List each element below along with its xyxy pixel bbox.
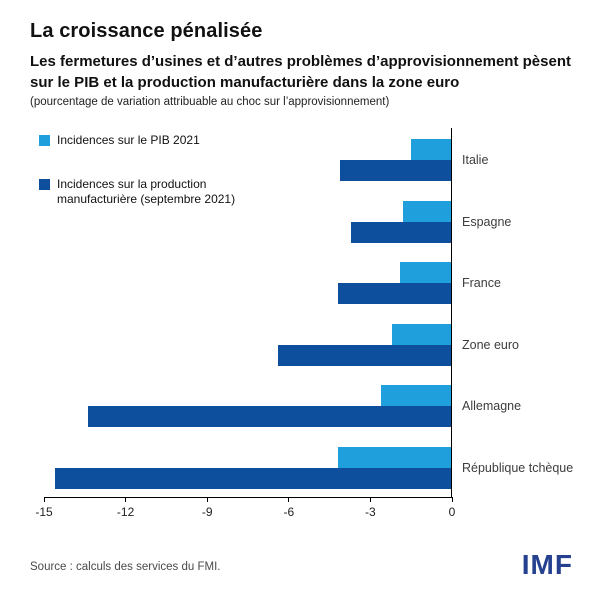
zero-axis-line — [451, 128, 452, 497]
x-axis-tick-label: -12 — [116, 505, 135, 519]
bar-production-5 — [55, 468, 452, 489]
x-axis-tick-label: -15 — [35, 505, 53, 519]
bar-production-0 — [340, 160, 452, 181]
legend-label: Incidences sur le PIB 2021 — [57, 133, 200, 147]
x-axis-tick — [370, 497, 371, 502]
chart-title: La croissance pénalisée — [30, 20, 263, 42]
category-label: Allemagne — [462, 399, 522, 414]
category-label: Zone euro — [462, 337, 519, 352]
chart-unit-note: (pourcentage de variation attribuable au choc sur l’approvisionnement) — [30, 96, 390, 108]
source-text: Source : calculs des services du FMI. — [30, 561, 221, 573]
x-axis-tick-label: -6 — [283, 505, 295, 519]
imf-logo: IMF — [521, 549, 573, 580]
category-label: Italie — [462, 153, 489, 168]
legend-label: Incidences sur la production manufacturière (septembre 2021) — [57, 177, 236, 206]
x-axis-tick — [125, 497, 126, 502]
bar-production-3 — [278, 345, 452, 366]
bar-production-4 — [88, 406, 452, 427]
bar-pib-3 — [392, 324, 452, 345]
x-axis-tick-label: 0 — [448, 505, 456, 519]
chart-subtitle: Les fermetures d’usines et d’autres problèmes d’approvisionnement pèsent sur le PIB et la production manufacturière dans la zone euro — [30, 53, 571, 91]
bar-pib-4 — [381, 385, 452, 406]
x-axis-tick — [452, 497, 453, 502]
bar-production-2 — [338, 283, 452, 304]
x-axis-tick-label: -9 — [201, 505, 213, 519]
bar-pib-2 — [400, 262, 452, 283]
x-axis-tick — [44, 497, 45, 502]
plot-area — [35, 128, 574, 519]
x-axis-tick — [288, 497, 289, 502]
bar-pib-1 — [403, 201, 452, 222]
bar-production-1 — [351, 222, 452, 243]
category-label: République tchèque — [462, 460, 574, 475]
x-axis-tick-label: -3 — [365, 505, 376, 519]
bar-pib-5 — [338, 447, 452, 468]
category-label: Espagne — [462, 214, 512, 229]
x-axis-tick — [207, 497, 208, 502]
bar-pib-0 — [411, 139, 452, 160]
category-label: France — [462, 276, 501, 291]
